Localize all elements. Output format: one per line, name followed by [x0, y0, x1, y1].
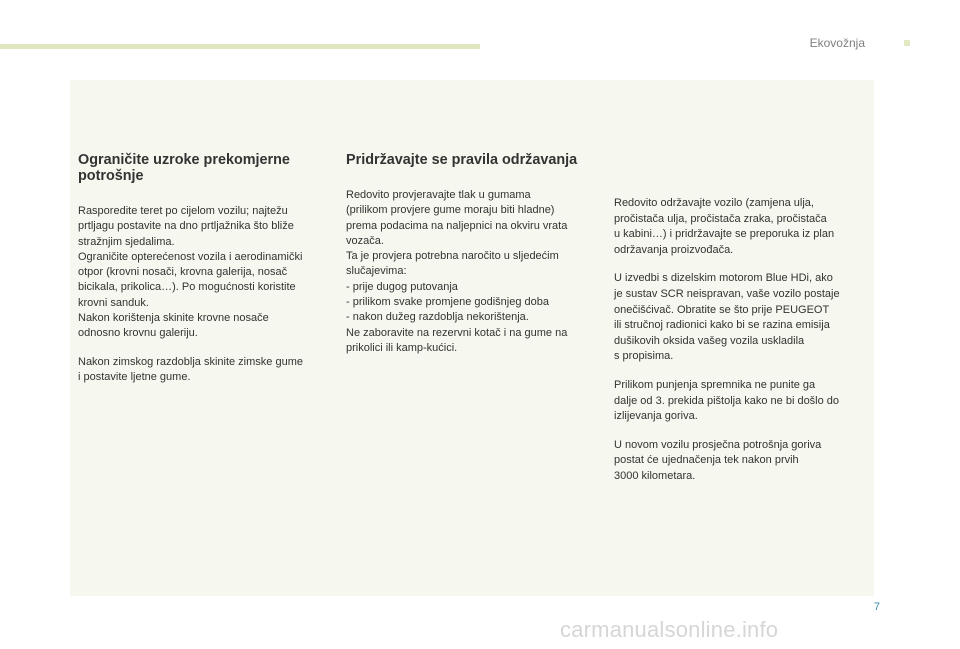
- heading-maintenance-rules: Pridržavajte se pravila održavanja: [346, 152, 578, 168]
- page-number: 7: [873, 601, 880, 613]
- paragraph-tyre-pressure: Redovito provjeravajte tlak u gumama (prilikom provjere gume moraju biti hladne) prema podacima na naljepnici na okviru vrata vozača. Ta je provjera potrebna naročito u sljedećim slučajevima: - prije dugog putovanja - prilikom svake promjene godišnjeg doba - nakon dužeg razdoblja nekorištenja. Ne zaboravite na rezervni kotač i na gume na prikolici ili kamp-kućici.: [346, 189, 568, 354]
- header-accent-bar: [0, 44, 480, 49]
- paragraph-scr-system: U izvedbi s dizelskim motorom Blue HDi, ako je sustav SCR neispravan, vaše vozilo postaje onečišćivač. Obratite se što prije PEUGEOT ili stručnoj radionici kako bi se razina emisija dušikovih oksida vašeg vozila uskladila s propisima.: [614, 272, 840, 363]
- column-consumption: [78, 152, 328, 398]
- paragraph-refuelling: Prilikom punjenja spremnika ne punite ga dalje od 3. prekida pištolja kako ne bi došlo do izlijevanja goriva.: [614, 378, 840, 423]
- paragraph-regular-service: Redovito održavajte vozilo (zamjena ulja, pročistača ulja, pročistača zraka, pročistača u kabini…) i pridržavajte se preporuka iz plan održavanja proizvođača.: [614, 197, 835, 256]
- paragraph-new-vehicle: U novom vozilu prosječna potrošnja goriva postat će ujednačenja tek nakon prvih 3000 kilometara.: [614, 438, 822, 482]
- column-service: [614, 196, 870, 498]
- heading-reduce-consumption: Ograničite uzroke prekomjerne potrošnje: [78, 152, 290, 184]
- paragraph-load-distribution: Rasporedite teret po cijelom vozilu; najtežu prtljagu postavite na dno prtljažnika što bliže stražnjim sjedalima. Ograničite opterećenost vozila i aerodinamički otpor (krovni nosači, krovna galerija, nosač bicikala, prikolica…). Po mogućnosti koristite krovni sanduk. Nakon korištenja skinite krovne nosače odnosno krovnu galeriju.: [78, 205, 303, 340]
- paragraph-tyres-season: Nakon zimskog razdoblja skinite zimske gume i postavite ljetne gume.: [78, 355, 303, 383]
- section-title: Ekovožnja: [809, 36, 865, 50]
- column-maintenance: [346, 152, 596, 369]
- section-marker: [904, 40, 910, 46]
- watermark: carmanualsonline.info: [560, 617, 779, 642]
